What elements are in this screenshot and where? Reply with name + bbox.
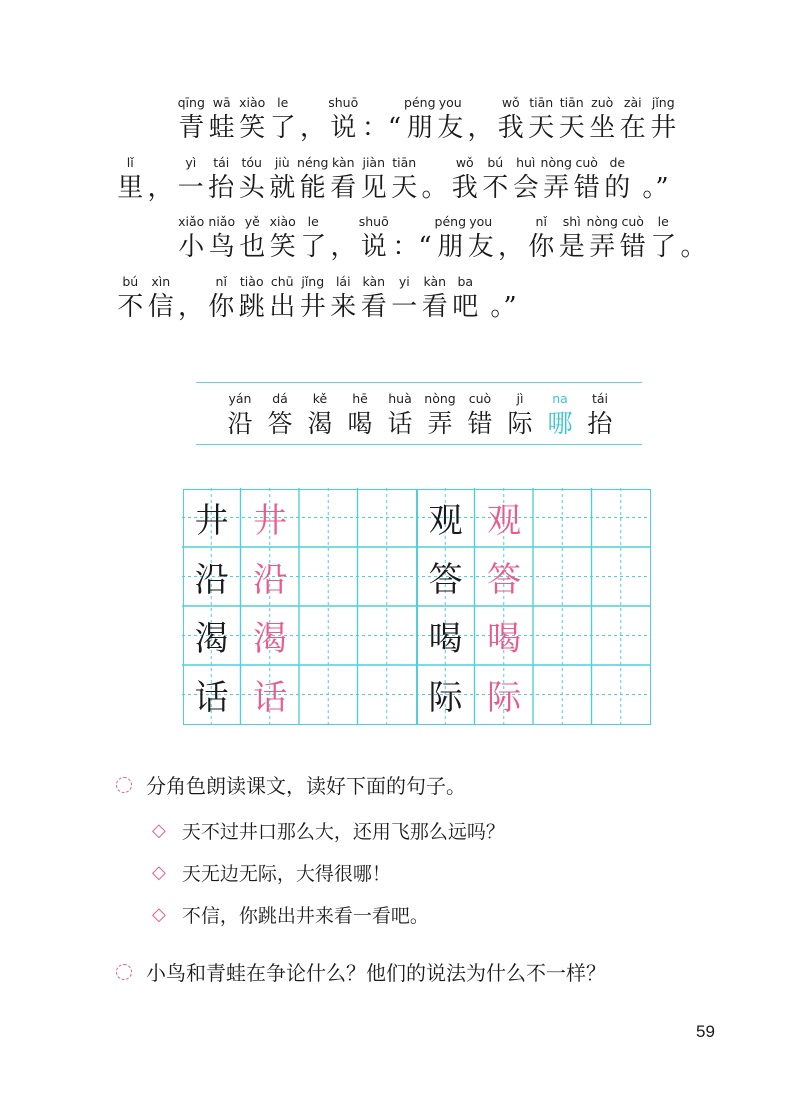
pinyin: niǎo xyxy=(208,214,236,229)
pinyin-char xyxy=(176,213,207,263)
hanzi: 青 xyxy=(178,113,205,143)
punctuation xyxy=(466,94,496,144)
hanzi: 来 xyxy=(330,292,357,322)
writing-grid-left xyxy=(183,489,417,725)
hanzi: 头 xyxy=(238,173,265,203)
hanzi: 说 xyxy=(330,113,357,143)
vocab-pinyin: yán xyxy=(228,391,252,406)
model-character xyxy=(182,665,241,724)
hanzi: 在 xyxy=(619,113,646,143)
vocab-pinyin: na xyxy=(552,391,568,406)
hanzi: 一 xyxy=(177,173,204,203)
pinyin: huì xyxy=(516,155,536,170)
pinyin: kàn xyxy=(331,155,355,170)
hanzi: 我 xyxy=(451,173,478,203)
hanzi: 笑 xyxy=(239,113,266,143)
pinyin: péng xyxy=(434,214,466,229)
trace-character xyxy=(475,665,534,724)
trace-character xyxy=(475,547,534,606)
pinyin-char xyxy=(237,94,268,144)
model-character xyxy=(182,488,241,547)
hanzi: 信 xyxy=(147,292,174,322)
pinyin: zuò xyxy=(591,95,614,110)
pinyin: nòng xyxy=(586,214,618,229)
hanzi: ， xyxy=(147,173,174,203)
pinyin-char xyxy=(496,94,527,144)
diamond-bullet-icon: ◇ xyxy=(152,904,166,925)
vocab-pinyin: cuò xyxy=(468,391,492,406)
hanzi: 。 xyxy=(680,232,707,262)
circle-bullet-icon xyxy=(116,964,132,980)
exercise-1-sentence-2 xyxy=(152,859,391,886)
vocab-item xyxy=(500,390,540,440)
pinyin: kàn xyxy=(423,274,447,289)
vocab-item xyxy=(380,390,420,440)
pinyin: wā xyxy=(212,95,231,110)
hanzi: 弄 xyxy=(589,232,616,262)
pinyin-char xyxy=(541,154,572,204)
pinyin: le xyxy=(657,214,669,229)
hanzi: 里 xyxy=(117,173,144,203)
trace-char-text: 答 xyxy=(487,560,522,601)
pinyin: shuō xyxy=(328,95,359,110)
pinyin: wǒ xyxy=(501,95,520,110)
pinyin-char xyxy=(206,154,237,204)
trace-character xyxy=(241,488,300,547)
pinyin-char xyxy=(298,273,329,323)
vocab-hanzi: 话 xyxy=(387,409,413,438)
punctuation xyxy=(496,213,526,263)
pinyin-char xyxy=(526,94,557,144)
pinyin-char xyxy=(267,273,298,323)
vocab-hanzi: 际 xyxy=(507,409,533,438)
hanzi: 出 xyxy=(269,292,296,322)
pinyin-char xyxy=(435,213,466,263)
passage-line-4 xyxy=(115,273,527,323)
vocab-hanzi: 抬 xyxy=(587,409,613,438)
pinyin-char xyxy=(587,94,618,144)
vocab-pinyin: huà xyxy=(388,391,412,406)
pinyin: jǐng xyxy=(651,95,675,110)
model-character xyxy=(182,547,241,606)
model-char-text: 答 xyxy=(428,560,463,601)
pinyin: tiān xyxy=(529,95,554,110)
hanzi: 。 xyxy=(421,173,448,203)
pinyin: bú xyxy=(487,155,504,170)
pinyin: xìn xyxy=(151,274,171,289)
vocab-pinyin: jì xyxy=(516,391,524,406)
vocab-bottom-rule xyxy=(196,444,642,445)
pinyin-char xyxy=(237,154,268,204)
pinyin: lǐ xyxy=(126,155,134,170)
pinyin: le xyxy=(277,95,289,110)
punctuation xyxy=(146,154,176,204)
vocab-top-rule xyxy=(196,382,642,383)
pinyin-char xyxy=(115,154,146,204)
vocab-hanzi: 错 xyxy=(467,409,493,438)
sentence-text: 天无边无际，大得很哪！ xyxy=(181,863,391,885)
hanzi: 了 xyxy=(269,113,296,143)
hanzi: 坐 xyxy=(589,113,616,143)
hanzi: 见 xyxy=(360,173,387,203)
model-char-text: 话 xyxy=(194,678,229,719)
hanzi: 看 xyxy=(421,292,448,322)
hanzi: 弄 xyxy=(543,173,570,203)
hanzi: ， xyxy=(177,292,204,322)
pinyin-char xyxy=(207,213,238,263)
pinyin: de xyxy=(609,155,626,170)
hanzi: 。” xyxy=(490,292,517,322)
exercise-1 xyxy=(116,770,466,799)
vocab-item xyxy=(260,390,300,440)
hanzi: 的 xyxy=(604,173,631,203)
hanzi: 了 xyxy=(300,232,327,262)
vocab-item xyxy=(580,390,620,440)
pinyin: néng xyxy=(297,155,329,170)
hanzi: 朋 xyxy=(437,232,464,262)
punctuation xyxy=(359,94,405,144)
vocab-pinyin: dá xyxy=(272,391,288,406)
pinyin: zài xyxy=(623,95,642,110)
trace-char-text: 喝 xyxy=(487,619,522,660)
pinyin-char xyxy=(328,94,359,144)
pinyin-char xyxy=(557,94,588,144)
hanzi: 我 xyxy=(497,113,524,143)
pinyin: tóu xyxy=(241,155,262,170)
pinyin-char xyxy=(298,154,329,204)
exercise-1-sentence-3 xyxy=(152,901,429,928)
hanzi: 井 xyxy=(650,113,677,143)
trace-char-text: 沿 xyxy=(253,560,288,601)
punctuation xyxy=(298,94,328,144)
model-character xyxy=(416,665,475,724)
trace-character xyxy=(241,547,300,606)
vocab-list xyxy=(220,390,620,440)
trace-char-text: 观 xyxy=(487,501,522,542)
hanzi: 说 xyxy=(360,232,387,262)
sentence-text: 不信，你跳出井来看一看吧。 xyxy=(181,905,429,927)
hanzi: ：“ xyxy=(392,232,432,262)
pinyin: jiàn xyxy=(362,155,386,170)
vocab-pinyin: nòng xyxy=(424,391,456,406)
pinyin: wǒ xyxy=(455,155,474,170)
pinyin-char xyxy=(648,213,679,263)
pinyin: yi xyxy=(398,274,410,289)
pinyin-char xyxy=(618,213,649,263)
trace-char-text: 话 xyxy=(253,678,288,719)
pinyin-char xyxy=(435,94,466,144)
pinyin: xiào xyxy=(269,214,296,229)
pinyin-char xyxy=(420,273,451,323)
vocab-item xyxy=(300,390,340,440)
hanzi: 友 xyxy=(437,113,464,143)
hanzi: 天 xyxy=(391,173,418,203)
hanzi: 是 xyxy=(558,232,585,262)
model-char-text: 际 xyxy=(428,678,463,719)
model-character xyxy=(416,488,475,547)
hanzi: 井 xyxy=(299,292,326,322)
hanzi: 天 xyxy=(528,113,555,143)
pinyin-char xyxy=(389,154,420,204)
pinyin-char xyxy=(618,94,649,144)
vocab-hanzi: 哪 xyxy=(547,409,573,438)
pinyin: shuō xyxy=(358,214,389,229)
pinyin-char xyxy=(328,154,359,204)
punctuation xyxy=(420,154,450,204)
circle-bullet-icon xyxy=(116,777,132,793)
model-char-text: 渴 xyxy=(194,619,229,660)
hanzi: 一 xyxy=(391,292,418,322)
writing-grid-right xyxy=(417,489,651,725)
exercise-1-sentence-1 xyxy=(152,817,505,844)
hanzi: 了 xyxy=(650,232,677,262)
pinyin: nǐ xyxy=(535,214,547,229)
hanzi: 看 xyxy=(330,173,357,203)
pinyin-char xyxy=(450,154,481,204)
model-character xyxy=(416,547,475,606)
trace-character xyxy=(475,606,534,665)
hanzi: 错 xyxy=(619,232,646,262)
hanzi: 抬 xyxy=(208,173,235,203)
hanzi: 会 xyxy=(512,173,539,203)
vocab-hanzi: 沿 xyxy=(227,409,253,438)
passage-line-3 xyxy=(176,213,709,263)
pinyin: ba xyxy=(457,274,474,289)
vocab-pinyin: tái xyxy=(591,391,609,406)
hanzi: 你 xyxy=(208,292,235,322)
vocab-item xyxy=(540,390,580,440)
hanzi: 不 xyxy=(117,292,144,322)
pinyin: lái xyxy=(335,274,351,289)
model-char-text: 观 xyxy=(428,501,463,542)
punctuation xyxy=(481,273,527,323)
pinyin-char xyxy=(268,94,299,144)
vocab-item xyxy=(420,390,460,440)
pinyin-char xyxy=(450,273,481,323)
pinyin-char xyxy=(405,94,436,144)
pinyin-char xyxy=(526,213,557,263)
pinyin: tiān xyxy=(559,95,584,110)
punctuation xyxy=(329,213,359,263)
pinyin-char xyxy=(237,213,268,263)
model-char-text: 喝 xyxy=(428,619,463,660)
model-character xyxy=(182,606,241,665)
hanzi: 。” xyxy=(642,173,669,203)
pinyin-char xyxy=(389,273,420,323)
vocab-item xyxy=(460,390,500,440)
pinyin: yě xyxy=(244,214,260,229)
pinyin: jǐng xyxy=(301,274,325,289)
vocab-item xyxy=(220,390,260,440)
hanzi: 跳 xyxy=(238,292,265,322)
trace-char-text: 渴 xyxy=(253,619,288,660)
pinyin: yì xyxy=(185,155,197,170)
hanzi: 也 xyxy=(239,232,266,262)
model-char-text: 井 xyxy=(194,501,229,542)
model-char-text: 沿 xyxy=(194,560,229,601)
hanzi: 能 xyxy=(299,173,326,203)
pinyin: tiān xyxy=(392,155,417,170)
pinyin: cuò xyxy=(621,214,644,229)
pinyin-char xyxy=(359,213,390,263)
punctuation xyxy=(389,213,435,263)
vocab-pinyin: kě xyxy=(312,391,328,406)
exercise-2 xyxy=(116,957,606,986)
vocab-hanzi: 弄 xyxy=(427,409,453,438)
vocab-hanzi: 答 xyxy=(267,409,293,438)
punctuation xyxy=(176,273,206,323)
pinyin-char xyxy=(602,154,633,204)
pinyin: tái xyxy=(213,155,230,170)
pinyin-char xyxy=(115,273,146,323)
pinyin: xiǎo xyxy=(178,214,205,229)
punctuation xyxy=(633,154,679,204)
pinyin-char xyxy=(359,154,390,204)
vocab-hanzi: 渴 xyxy=(307,409,333,438)
diamond-bullet-icon: ◇ xyxy=(152,862,166,883)
hanzi: ， xyxy=(467,113,494,143)
vocab-item xyxy=(340,390,380,440)
pinyin: chū xyxy=(270,274,294,289)
pinyin-char xyxy=(648,94,679,144)
pinyin-char xyxy=(466,213,497,263)
passage-line-1 xyxy=(176,94,679,144)
pinyin: kàn xyxy=(362,274,386,289)
pinyin: bú xyxy=(122,274,139,289)
hanzi: 蛙 xyxy=(208,113,235,143)
pinyin: qīng xyxy=(177,95,205,110)
vocab-pinyin: hē xyxy=(352,391,368,406)
pinyin-char xyxy=(146,273,177,323)
pinyin-char xyxy=(359,273,390,323)
pinyin-char xyxy=(572,154,603,204)
pinyin-char xyxy=(587,213,618,263)
punctuation xyxy=(679,213,709,263)
pinyin: xiào xyxy=(239,95,266,110)
pinyin: you xyxy=(438,95,462,110)
hanzi: 友 xyxy=(467,232,494,262)
hanzi: 鸟 xyxy=(208,232,235,262)
pinyin-char xyxy=(480,154,511,204)
exercise-1-prompt: 分角色朗读课文，读好下面的句子。 xyxy=(146,774,466,798)
passage-line-2 xyxy=(115,154,679,204)
hanzi: 笑 xyxy=(269,232,296,262)
trace-char-text: 际 xyxy=(487,678,522,719)
pinyin-char xyxy=(207,94,238,144)
model-character xyxy=(416,606,475,665)
pinyin-char xyxy=(268,213,299,263)
trace-character xyxy=(241,606,300,665)
hanzi: 看 xyxy=(360,292,387,322)
pinyin: nòng xyxy=(540,155,572,170)
pinyin: tiào xyxy=(239,274,264,289)
hanzi: ：“ xyxy=(361,113,402,143)
pinyin: shì xyxy=(562,214,581,229)
pinyin-char xyxy=(328,273,359,323)
pinyin-char xyxy=(298,213,329,263)
pinyin-char xyxy=(176,154,207,204)
sentence-text: 天不过井口那么大，还用飞那么远吗？ xyxy=(181,821,505,843)
hanzi: 吧 xyxy=(452,292,479,322)
diamond-bullet-icon: ◇ xyxy=(152,820,166,841)
page-number: 59 xyxy=(696,1022,715,1041)
pinyin: nǐ xyxy=(215,274,227,289)
hanzi: ， xyxy=(299,113,326,143)
hanzi: ， xyxy=(497,232,524,262)
pinyin: jiù xyxy=(274,155,290,170)
hanzi: ， xyxy=(330,232,357,262)
pinyin-char xyxy=(206,273,237,323)
pinyin-char xyxy=(237,273,268,323)
pinyin: péng xyxy=(404,95,436,110)
hanzi: 朋 xyxy=(406,113,433,143)
exercise-2-prompt: 小鸟和青蛙在争论什么？他们的说法为什么不一样？ xyxy=(146,961,606,985)
pinyin-char xyxy=(511,154,542,204)
hanzi: 错 xyxy=(573,173,600,203)
pinyin-char xyxy=(557,213,588,263)
trace-character xyxy=(241,665,300,724)
hanzi: 你 xyxy=(528,232,555,262)
hanzi: 天 xyxy=(558,113,585,143)
pinyin-char xyxy=(267,154,298,204)
pinyin: you xyxy=(469,214,493,229)
trace-character xyxy=(475,488,534,547)
trace-char-text: 井 xyxy=(253,501,288,542)
hanzi: 就 xyxy=(269,173,296,203)
pinyin: le xyxy=(307,214,319,229)
pinyin: cuò xyxy=(575,155,598,170)
hanzi: 小 xyxy=(178,232,205,262)
vocab-hanzi: 喝 xyxy=(347,409,373,438)
hanzi: 不 xyxy=(482,173,509,203)
pinyin-char xyxy=(176,94,207,144)
